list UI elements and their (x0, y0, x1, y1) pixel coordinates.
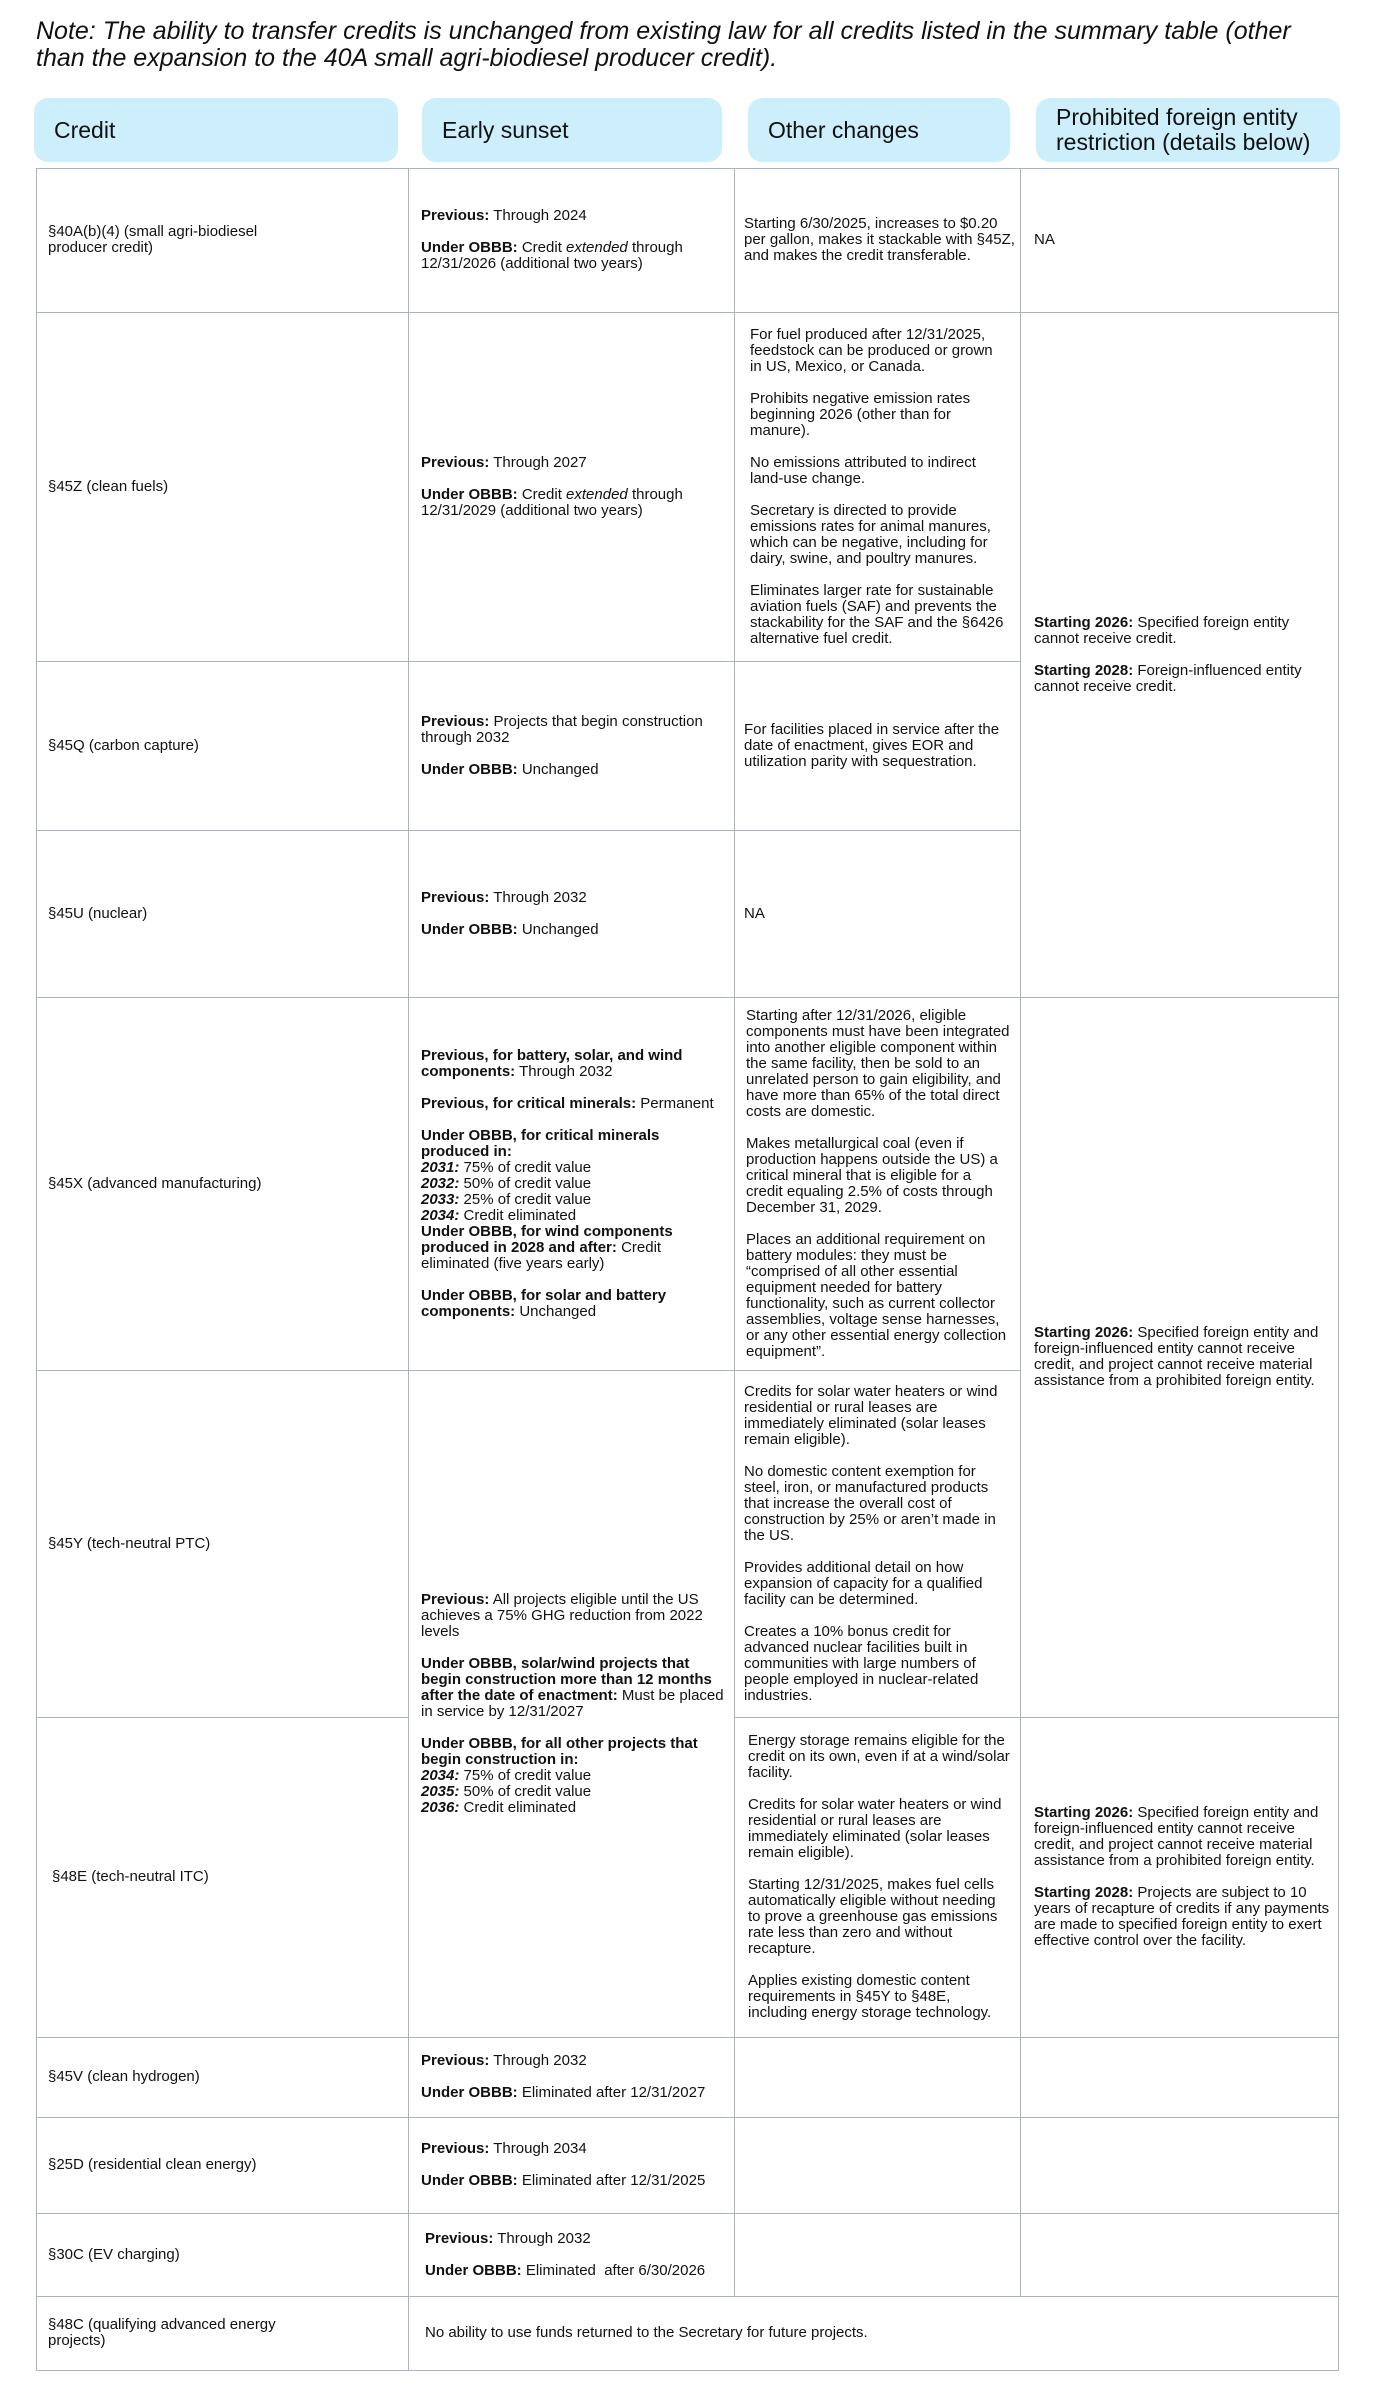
obbb-emphasis: extended (566, 485, 628, 503)
previous-label: Previous: (421, 207, 490, 224)
obbb-label: Under OBBB: (421, 2084, 518, 2101)
starting-2026-label: Starting 2026: (1034, 613, 1134, 631)
previous-value: Through 2032 (493, 888, 587, 906)
foreign-value: Specified foreign entity and foreign-influenced entity cannot receive credit, and project cannot receive material assistance from a prohibited foreign entity. (1034, 1804, 1319, 1869)
credit-name: §45U (nuclear) (48, 904, 148, 922)
sunset-40a (421, 168, 723, 312)
other-change: No ability to use funds returned to the Secretary for future projects. (425, 2324, 868, 2341)
credit-25d (48, 2117, 388, 2213)
phase-value: 50% of credit value (463, 1174, 592, 1192)
credit-name: §25D (residential clean energy) (48, 2156, 257, 2173)
phase-value: 75% of credit value (463, 1766, 592, 1784)
table-note: Note: The ability to transfer credits is unchanged from existing law for all credits listed in the summary table (other than the expansion to the 40A small agri-biodiesel producer credit). (36, 17, 1291, 72)
obbb-wind-value: Credit eliminated (five years early) (421, 1238, 662, 1272)
obbb-value: Eliminated after 12/31/2025 (521, 2172, 706, 2189)
phase-year: 2033: (421, 1190, 460, 1208)
obbb-sw-value: Must be placed in service by 12/31/2027 (421, 1686, 724, 1720)
grid-line (36, 168, 37, 2371)
credit-40a (48, 168, 298, 312)
other-change: Eliminates larger rate for sustainable aviation fuels (SAF) and prevents the stackability for the SAF and the §6426 alternative fuel credit. (750, 581, 1004, 647)
credit-name: §48E (tech-neutral ITC) (52, 1868, 209, 1885)
other-48e (748, 1717, 1012, 2037)
phase-year: 2036: (421, 1798, 460, 1816)
foreign-value: Specified foreign entity and foreign-influenced entity cannot receive credit, and project cannot receive material assistance from a prohibited foreign entity. (1034, 1324, 1319, 1389)
prev-cm-label: Previous, for critical minerals: (421, 1094, 637, 1112)
sunset-45q (421, 661, 723, 830)
obbb-value: Credit (521, 239, 562, 256)
obbb-label: Under OBBB: (421, 760, 518, 778)
obbb-value: Eliminated after 6/30/2026 (525, 2261, 706, 2279)
grid-line (1020, 168, 1021, 2296)
other-change: Credits for solar water heaters or wind residential or rural leases are immediately eliminated (solar leases remain eligible). (744, 1382, 998, 1448)
previous-value: Through 2032 (497, 2229, 591, 2247)
other-change: Energy storage remains eligible for the credit on its own, even if at a wind/solar facility. (748, 1732, 1010, 1781)
previous-label: Previous: (421, 453, 490, 471)
other-change: No domestic content exemption for steel, iron, or manufactured products that increase the overall cost of construction by 25% or aren’t made in the US. (744, 1462, 996, 1544)
obbb-label: Under OBBB: (421, 485, 518, 503)
phase-year: 2031: (421, 1158, 460, 1176)
phase-value: 75% of credit value (463, 1158, 592, 1176)
phase-year: 2032: (421, 1174, 460, 1192)
credit-name: §45Z (clean fuels) (48, 477, 169, 495)
credit-45u (48, 830, 388, 997)
foreign-40a (1034, 168, 1324, 312)
header-credit: Credit (34, 98, 398, 162)
starting-2028-label: Starting 2028: (1034, 1884, 1134, 1901)
header-foreign-entity: Prohibited foreign entity restriction (details below) (1036, 98, 1340, 162)
credit-45q (48, 661, 388, 830)
other-change: For fuel produced after 12/31/2025, feedstock can be produced or grown in US, Mexico, or Canada. (750, 325, 993, 375)
previous-label: Previous: (425, 2229, 494, 2247)
obbb-label: Under OBBB: (421, 239, 518, 256)
obbb-label: Under OBBB: (425, 2261, 522, 2279)
other-change: Starting after 12/31/2026, eligible components must have been integrated into another eligible component within the same facility, then be sold to an unrelated person to gain eligibility, and have more than 65% of the total direct costs are domestic. (746, 1006, 1010, 1120)
phase-value: 25% of credit value (463, 1190, 592, 1208)
starting-2026-label: Starting 2026: (1034, 1804, 1134, 1821)
other-change: For facilities placed in service after the date of enactment, gives EOR and utilization parity with sequestration. (744, 720, 1000, 770)
phase-year: 2035: (421, 1782, 460, 1800)
credit-30c (48, 2213, 388, 2296)
sunset-ptc-itc (421, 1370, 731, 2037)
other-45u (744, 830, 1012, 997)
credit-45x (48, 997, 388, 1370)
credit-name: §45V (clean hydrogen) (48, 2068, 200, 2085)
sunset-30c (425, 2213, 723, 2296)
previous-value: Through 2032 (493, 2052, 587, 2069)
previous-label: Previous: (421, 888, 490, 906)
phase-year: 2034: (421, 1766, 460, 1784)
credit-name: §45Y (tech-neutral PTC) (48, 1534, 211, 1552)
foreign-group-manufacturing-ptc (1034, 997, 1330, 1717)
credit-48c (48, 2296, 308, 2370)
sunset-45v (421, 2037, 723, 2117)
note-48c (425, 2296, 1325, 2370)
credit-name: §30C (EV charging) (48, 2245, 180, 2263)
prev-bsw-value: Through 2032 (519, 1062, 613, 1080)
other-change: Starting 6/30/2025, increases to $0.20 per gallon, makes it stackable with §45Z, and makes the credit transferable. (744, 215, 1015, 264)
obbb-value: Eliminated after 12/31/2027 (521, 2084, 706, 2101)
other-change: Provides additional detail on how expansion of capacity for a qualified facility can be determined. (744, 1558, 983, 1608)
previous-value: Through 2027 (493, 453, 587, 471)
header-early-sunset: Early sunset (422, 98, 722, 162)
phase-value: Credit eliminated (463, 1798, 577, 1816)
other-change: No emissions attributed to indirect land-use change. (750, 453, 976, 487)
prev-bsw-label: Previous, for battery, solar, and wind components: (421, 1046, 683, 1080)
previous-label: Previous: (421, 2140, 490, 2157)
credit-45z (48, 312, 388, 661)
sunset-25d (421, 2117, 723, 2213)
other-45q (744, 661, 1012, 830)
previous-value: Projects that begin construction through 2032 (421, 712, 703, 746)
credit-45y (48, 1370, 388, 1717)
starting-2026-label: Starting 2026: (1034, 1324, 1134, 1341)
previous-value: Through 2024 (493, 207, 587, 224)
obbb-wind-label: Under OBBB, for wind components produced in 2028 and after: (421, 1222, 673, 1256)
obbb-label: Under OBBB: (421, 2172, 518, 2189)
foreign-group-clean-fuels-capture-nuclear (1034, 312, 1324, 997)
grid-line (734, 168, 735, 2296)
sunset-45z (421, 312, 723, 661)
previous-value: All projects eligible until the US achieves a 75% GHG reduction from 2022 levels (421, 1590, 703, 1640)
obbb-cm-label: Under OBBB, for critical minerals produced in: (421, 1126, 660, 1160)
previous-value: Through 2034 (493, 2140, 587, 2157)
grid-line (408, 168, 409, 2371)
other-change: Credits for solar water heaters or wind residential or rural leases are immediately eliminated (solar leases remain eligible). (748, 1796, 1002, 1861)
grid-line (36, 2370, 1338, 2371)
credit-name: §45X (advanced manufacturing) (48, 1174, 262, 1192)
previous-label: Previous: (421, 712, 490, 730)
credit-48e (52, 1717, 388, 2037)
sunset-45u (421, 830, 723, 997)
starting-2028-label: Starting 2028: (1034, 661, 1134, 679)
foreign-value: Foreign-influenced entity cannot receive credit. (1034, 661, 1302, 695)
foreign-48e (1034, 1717, 1330, 2037)
other-40a (744, 168, 1016, 312)
obbb-sw-label: Under OBBB, solar/wind projects that begin construction more than 12 months after the date of enactment: (421, 1654, 712, 1704)
phase-value: Credit eliminated (463, 1206, 577, 1224)
credit-name: §48C (qualifying advanced energy projects) (48, 2316, 276, 2349)
other-change: Creates a 10% bonus credit for advanced nuclear facilities built in communities with large numbers of people employed in nuclear-related industries. (744, 1622, 979, 1704)
sunset-45x (421, 997, 729, 1370)
foreign-value: Specified foreign entity cannot receive credit. (1034, 613, 1290, 647)
obbb-label: Under OBBB: (421, 920, 518, 938)
phase-year: 2034: (421, 1206, 460, 1224)
other-change: Starting 12/31/2025, makes fuel cells automatically eligible without needing to prove a greenhouse gas emissions rate less than zero and without recapture. (748, 1876, 998, 1957)
credit-name: §45Q (carbon capture) (48, 736, 199, 754)
other-45z (750, 312, 1006, 661)
other-change: Prohibits negative emission rates beginning 2026 (other than for manure). (750, 389, 971, 439)
obbb-value: Unchanged (521, 920, 599, 938)
other-change: Secretary is directed to provide emissions rates for animal manures, which can be negative, including for dairy, swine, and poultry manures. (750, 501, 991, 567)
other-change: Applies existing domestic content requirements in §45Y to §48E, including energy storage technology. (748, 1972, 992, 2021)
obbb-value: Unchanged (521, 760, 599, 778)
credit-45v (48, 2037, 388, 2117)
header-other-changes: Other changes (748, 98, 1010, 162)
other-change: Makes metallurgical coal (even if production happens outside the US) a critical mineral that is eligible for a credit equaling 2.5% of costs through December 31, 2029. (746, 1134, 998, 1216)
prev-cm-value: Permanent (640, 1094, 714, 1112)
obbb-sb-value: Unchanged (519, 1302, 597, 1320)
foreign-value: Projects are subject to 10 years of recapture of credits if any payments are made to specified foreign entity to exert effective control over the facility. (1034, 1884, 1330, 1949)
obbb-other-label: Under OBBB, for all other projects that begin construction in: (421, 1734, 698, 1768)
phase-value: 50% of credit value (463, 1782, 592, 1800)
other-45y (744, 1370, 1010, 1717)
grid-line (1338, 168, 1339, 2371)
foreign-value: NA (1034, 231, 1055, 248)
obbb-emphasis: extended (566, 239, 628, 256)
previous-label: Previous: (421, 1590, 490, 1608)
obbb-value: through 12/31/2026 (additional two years) (421, 239, 683, 272)
other-change: NA (744, 904, 765, 922)
obbb-value: Credit (521, 485, 562, 503)
obbb-value: through 12/31/2029 (additional two years) (421, 485, 683, 519)
obbb-sb-label: Under OBBB, for solar and battery components: (421, 1286, 667, 1320)
credit-name: §40A(b)(4) (small agri-biodiesel producer credit) (48, 223, 258, 256)
previous-label: Previous: (421, 2052, 490, 2069)
other-change: Places an additional requirement on battery modules: they must be “comprised of all other essential equipment needed for battery functionality, such as current collector assemblies, voltage sense harnesses, or any other essential energy collection equipment”. (746, 1230, 1007, 1360)
other-45x (746, 997, 1010, 1370)
